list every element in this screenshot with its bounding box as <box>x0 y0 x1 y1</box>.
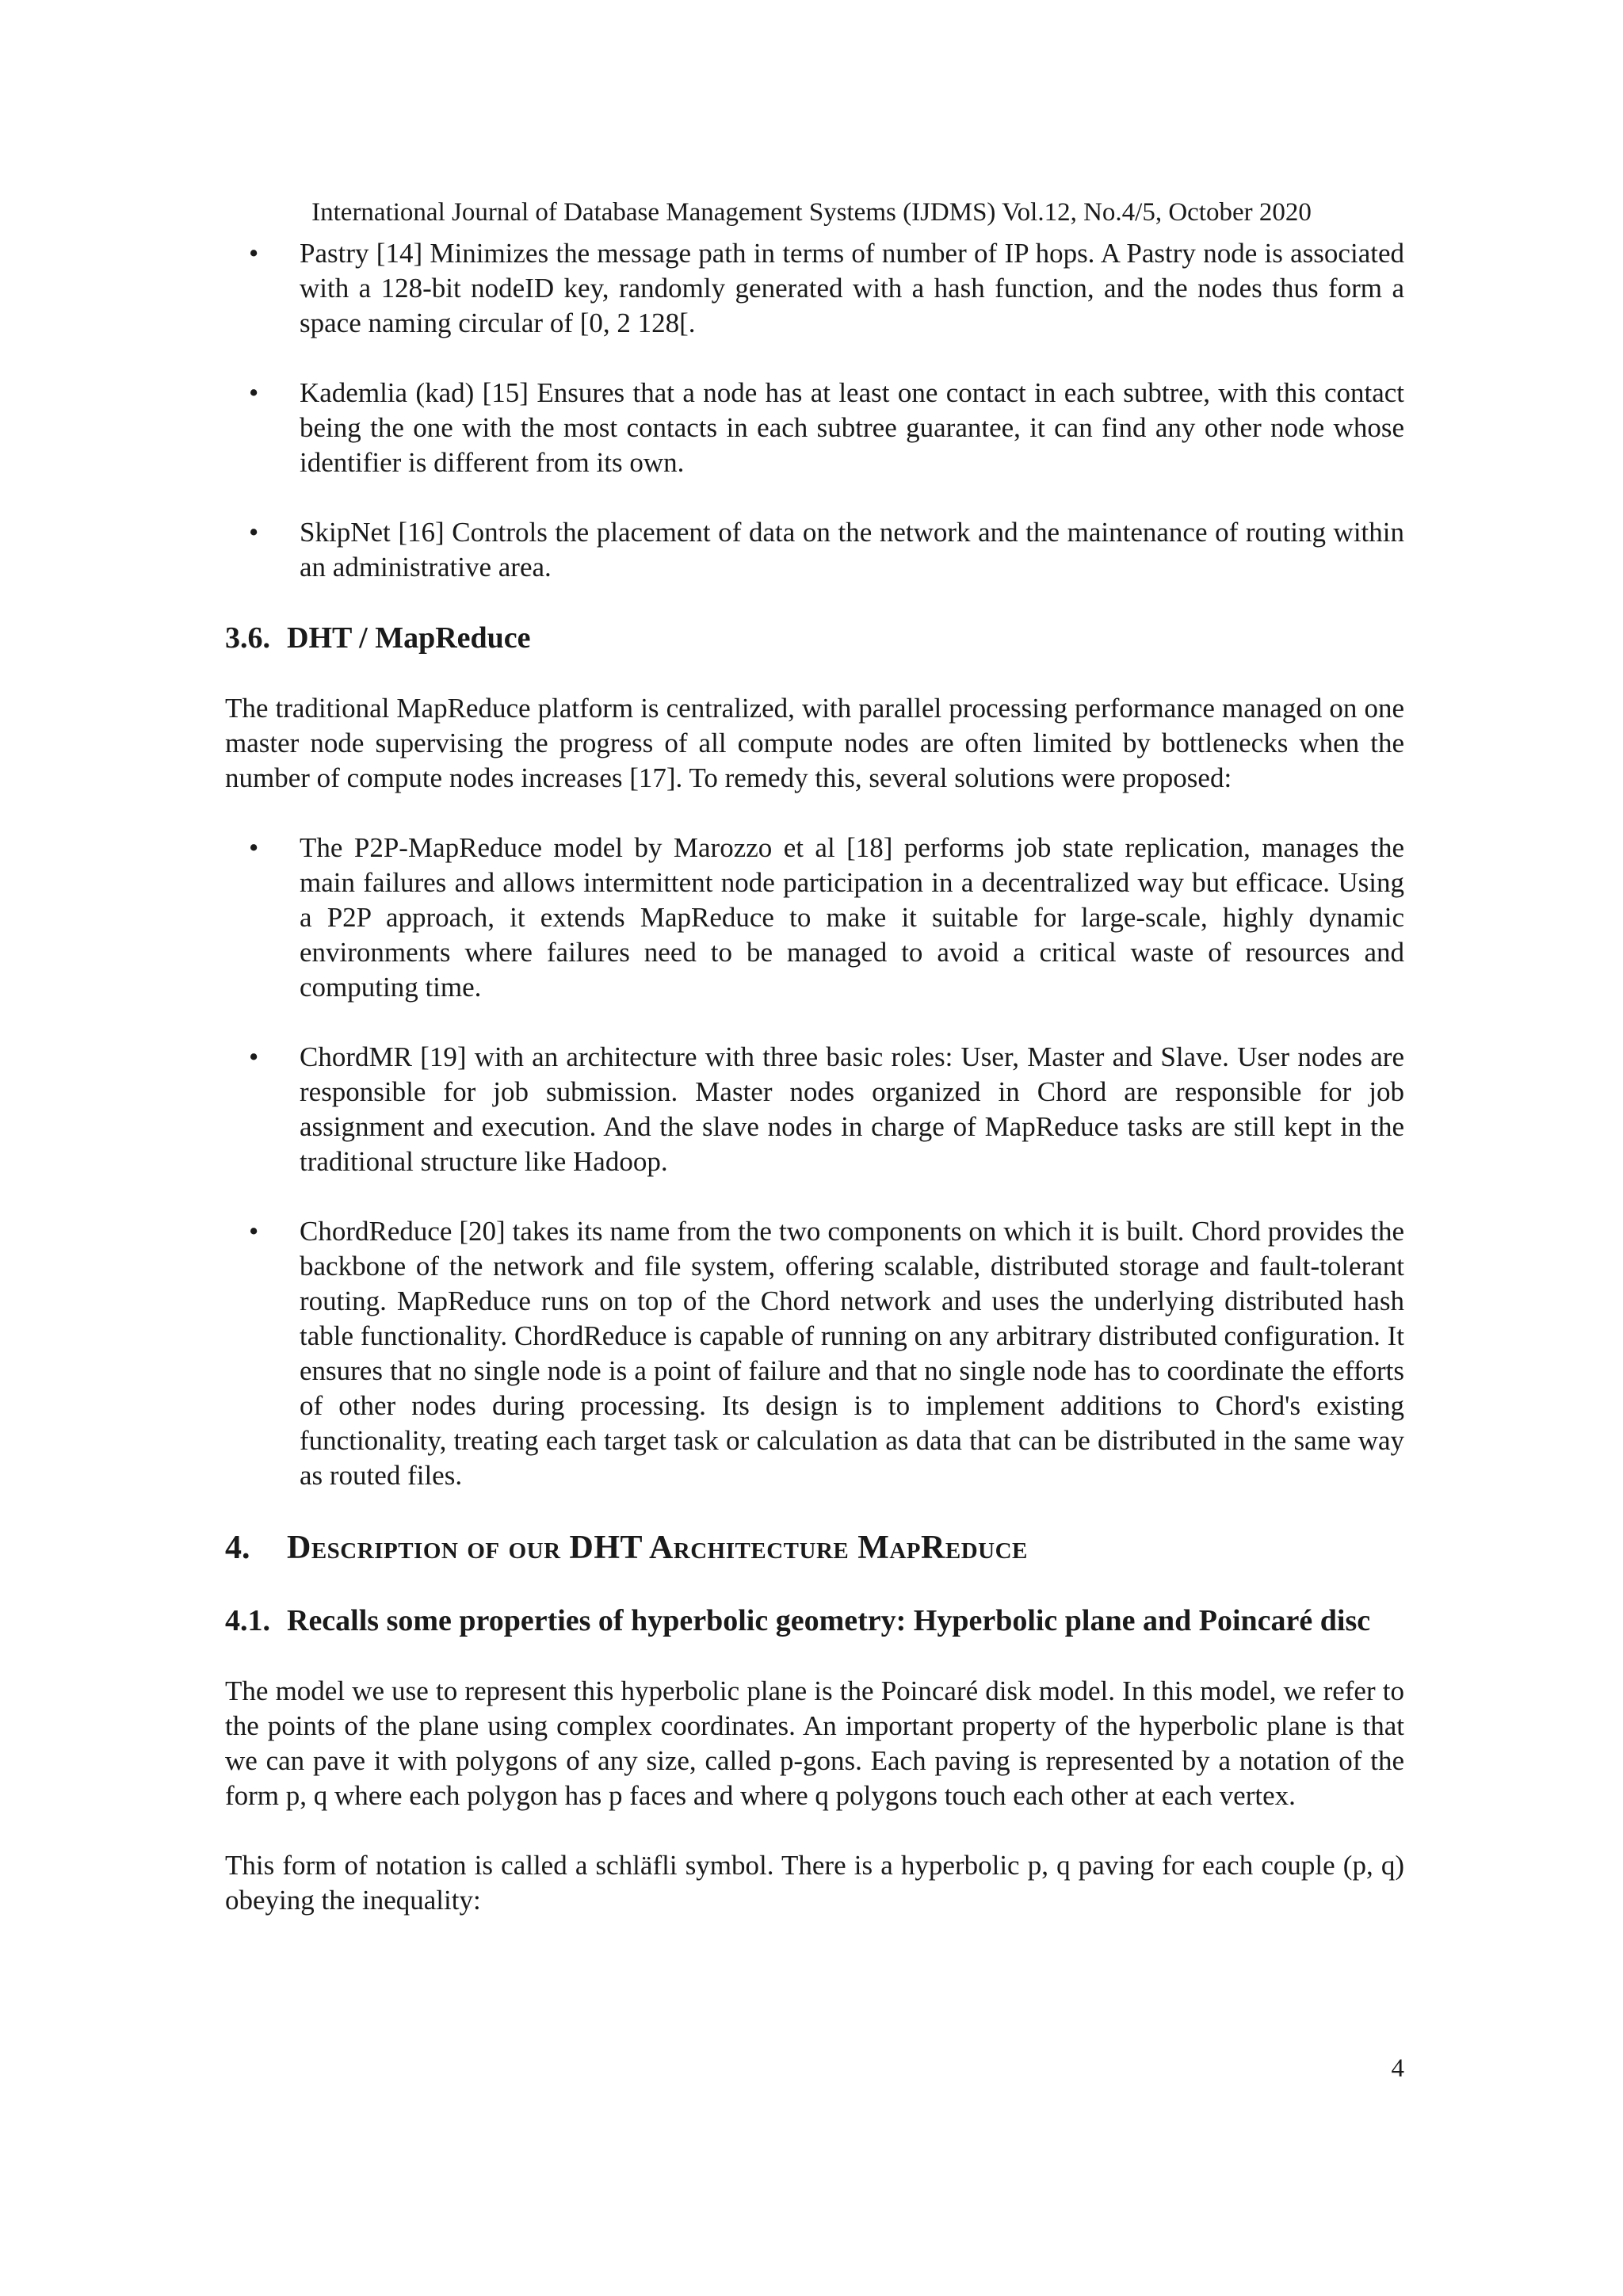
page-number: 4 <box>1391 2054 1404 2083</box>
running-header: International Journal of Database Management Systems (IJDMS) Vol.12, No.4/5, October 2020 <box>311 198 1312 227</box>
bullet-text-skipnet: SkipNet [16] Controls the placement of data on the network and the maintenance of routing within an administrative area. <box>300 517 1404 583</box>
section-number: 4.1. <box>225 1604 270 1637</box>
section-number: 4. <box>225 1530 250 1566</box>
bullet-icon: • <box>249 238 259 269</box>
section-title: Description of our DHT Architecture MapReduce <box>287 1530 1028 1566</box>
paragraph-poincare-model: The model we use to represent this hyperbolic plane is the Poincaré disk model. In this model, we refer to the points of the plane using complex coordinates. An important property of the hyperbolic plane is that we can pave it with polygons of any size, called p-gons. Each paving is represented by a notation of the form p, q where each polygon has p faces and where q polygons touch each other at each vertex. <box>225 1675 1404 1811</box>
list-item <box>225 1214 1404 1493</box>
section-heading-4-1 <box>225 1603 1404 1639</box>
section-number: 3.6. <box>225 621 270 655</box>
section-title: Recalls some properties of hyperbolic geometry: Hyperbolic plane and Poincaré disc <box>287 1604 1371 1637</box>
paragraph-schlafli-symbol: This form of notation is called a schläfli symbol. There is a hyperbolic p, q paving for each couple (p, q) obeying the inequality: <box>225 1850 1404 1916</box>
bullet-text-kademlia: Kademlia (kad) [15] Ensures that a node has at least one contact in each subtree, with this contact being the one with the most contacts in each subtree guarantee, it can find any other node whose identifier is different from its own. <box>300 377 1404 478</box>
bullet-text-chordreduce: ChordReduce [20] takes its name from the two components on which it is built. Chord provides the backbone of the network and file system, offering scalable, distributed storage and fault-tolerant routing. MapReduce runs on top of the Chord network and uses the underlying distributed hash table functionality. ChordReduce is capable of running on any arbitrary distributed configuration. It ensures that no single node is a point of failure and that no single node has to coordinate the efforts of other nodes during processing. Its design is to implement additions to Chord's existing functionality, treating each target task or calculation as data that can be distributed in the same way as routed files. <box>300 1216 1404 1491</box>
bullet-text-p2p-mapreduce: The P2P-MapReduce model by Marozzo et al [18] performs job state replication, manages the main failures and allows intermittent node participation in a decentralized way but efficace. Using a P2P approach, it extends MapReduce to make it suitable for large-scale, highly dynamic environments where failures need to be managed to avoid a critical waste of resources and computing time. <box>300 832 1404 1003</box>
page-content <box>225 236 1404 1953</box>
list-item <box>225 376 1404 480</box>
bullet-icon: • <box>249 1216 259 1247</box>
list-item <box>225 515 1404 585</box>
bullet-text-pastry: Pastry [14] Minimizes the message path in terms of number of IP hops. A Pastry node is associated with a 128-bit nodeID key, randomly generated with a hash function, and the nodes thus form a space naming circular of [0, 2 128[. <box>300 238 1404 338</box>
bullet-icon: • <box>249 377 259 408</box>
section-heading-3-6 <box>225 620 1404 656</box>
bullet-list-mapreduce-solutions <box>225 831 1404 1493</box>
list-item <box>225 236 1404 341</box>
bullet-list-dht-protocols <box>225 236 1404 585</box>
section-heading-4 <box>225 1528 1404 1568</box>
list-item <box>225 1040 1404 1179</box>
paragraph-mapreduce-intro: The traditional MapReduce platform is centralized, with parallel processing performance managed on one master node supervising the progress of all compute nodes are often limited by bottlenecks when the number of compute nodes increases [17]. To remedy this, several solutions were proposed: <box>225 693 1404 793</box>
bullet-icon: • <box>249 832 259 863</box>
bullet-icon: • <box>249 517 259 548</box>
bullet-text-chordmr: ChordMR [19] with an architecture with three basic roles: User, Master and Slave. User nodes are responsible for job submission. Master nodes organized in Chord are responsible for job assignment and execution. And the slave nodes in charge of MapReduce tasks are still kept in the traditional structure like Hadoop. <box>300 1041 1404 1177</box>
list-item <box>225 831 1404 1005</box>
section-title: DHT / MapReduce <box>287 621 531 655</box>
bullet-icon: • <box>249 1041 259 1072</box>
